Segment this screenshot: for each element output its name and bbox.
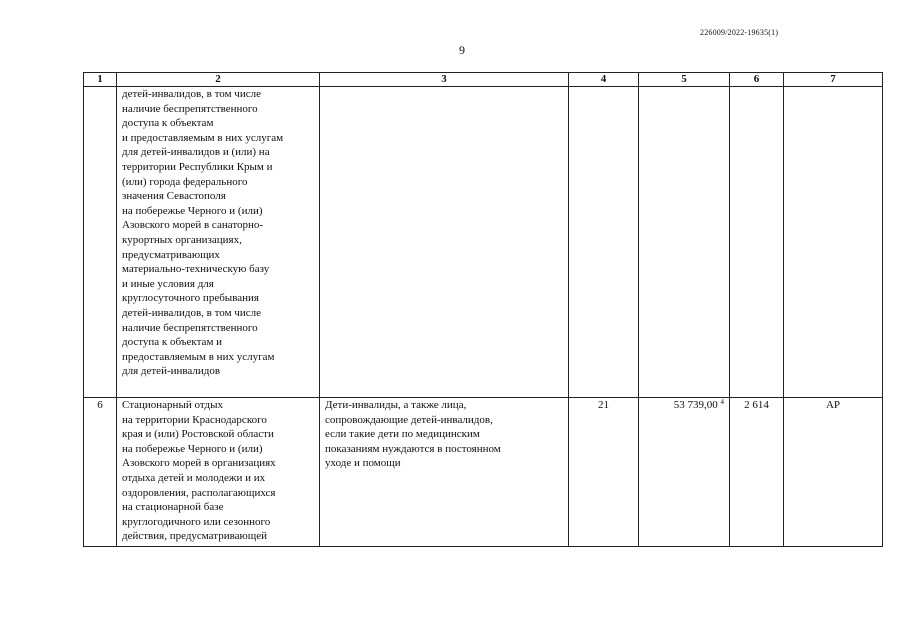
text-line: курортных организациях, <box>122 233 242 246</box>
text-line: края и (или) Ростовской области <box>122 428 274 441</box>
text-line: для детей-инвалидов <box>122 365 221 378</box>
text-line: наличие беспрепятственного <box>122 321 258 334</box>
column-header-2: 2 <box>117 73 320 87</box>
text-line: на стационарной базе <box>122 501 224 514</box>
text-line: круглосуточного пребывания <box>122 292 259 305</box>
column-header-7: 7 <box>784 73 883 87</box>
text-line: для детей-инвалидов и (или) на <box>122 146 270 159</box>
document-number: 226009/2022-19635(1) <box>700 28 779 37</box>
footnote-mark: 4 <box>720 398 724 406</box>
cell-col7 <box>784 87 883 398</box>
text-line: на побережье Черного и (или) <box>122 442 263 455</box>
cell-col4: 21 <box>569 398 639 547</box>
text-line: доступа к объектам и <box>122 336 223 349</box>
text-line: наличие беспрепятственного <box>122 102 258 115</box>
text-line: и иные условия для <box>122 277 214 290</box>
text-line: круглогодичного или сезонного <box>122 515 271 528</box>
column-header-row <box>84 73 883 87</box>
text-line: значения Севастополя <box>122 190 226 203</box>
cell-recipients <box>320 398 569 547</box>
text-line: на территории Краснодарского <box>122 413 267 426</box>
page-number: 9 <box>459 43 465 57</box>
cell-recipients <box>320 87 569 398</box>
text-line: сопровождающие детей-инвалидов, <box>325 413 493 426</box>
cell-col5 <box>639 87 730 398</box>
text-line: оздоровления, располагающихся <box>122 486 276 499</box>
cell-num: 6 <box>84 398 117 547</box>
table-row-continuation <box>84 87 883 398</box>
text-line: Азовского морей в организациях <box>122 457 276 470</box>
amount-value: 53 739,00 <box>673 399 718 411</box>
column-header-4: 4 <box>569 73 639 87</box>
text-line: Стационарный отдых <box>122 399 223 411</box>
text-line: на побережье Черного и (или) <box>122 204 263 217</box>
text-line: и предоставляемым в них услугам <box>122 131 284 144</box>
text-line: предусматривающих <box>122 248 220 261</box>
column-header-3: 3 <box>320 73 569 87</box>
cell-col6: 2 614 <box>730 398 784 547</box>
cell-col6 <box>730 87 784 398</box>
column-header-6: 6 <box>730 73 784 87</box>
text-line: доступа к объектам <box>122 117 214 130</box>
table-row-6 <box>84 398 883 547</box>
data-table <box>83 72 883 547</box>
column-header-1: 1 <box>84 73 117 87</box>
text-line: детей-инвалидов, в том числе <box>122 88 261 100</box>
cell-description <box>117 398 320 547</box>
cell-description <box>117 87 320 398</box>
text-line: Дети-инвалиды, а также лица, <box>325 399 467 411</box>
text-line: отдыха детей и молодежи и их <box>122 471 266 484</box>
text-line: (или) города федерального <box>122 175 248 188</box>
text-line: показаниям нуждаются в постоянном <box>325 442 501 455</box>
cell-col7: АР <box>784 398 883 547</box>
text-line: предоставляемым в них услугам <box>122 350 275 363</box>
cell-col4 <box>569 87 639 398</box>
text-line: уходе и помощи <box>325 457 401 470</box>
column-header-5: 5 <box>639 73 730 87</box>
text-line: если такие дети по медицинским <box>325 428 480 441</box>
text-line: Азовского морей в санаторно- <box>122 219 264 232</box>
text-line: детей-инвалидов, в том числе <box>122 306 261 319</box>
cell-col5 <box>639 398 730 547</box>
text-line: территории Республики Крым и <box>122 160 273 173</box>
cell-num <box>84 87 117 398</box>
text-line: действия, предусматривающей <box>122 530 267 543</box>
text-line: материально-техническую базу <box>122 263 270 276</box>
